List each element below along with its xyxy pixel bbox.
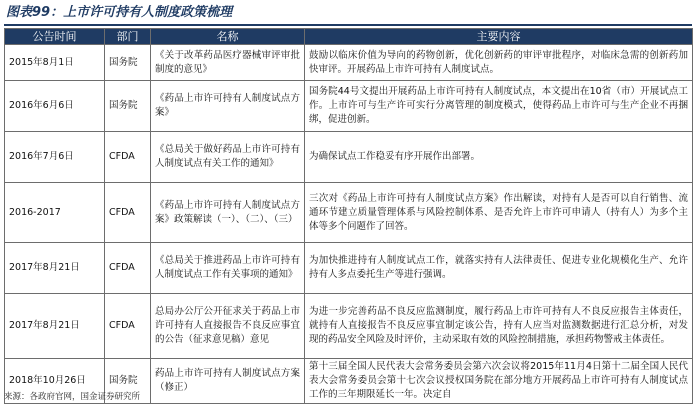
cell-content: 为进一步完善药品不良反应监测制度，履行药品上市许可持有人不良反应报告主体责任，就持有人直接报告不良反应事宜制定该公告，持有人应当对监测数据进行汇总分析，对发现的药品安全风险及时评价，主动采取有效的风险控制措施，承担药物警戒主体责任。 [305,294,693,359]
table-row [5,294,693,359]
column-header-name: 名称 [151,29,305,45]
table-row [5,45,693,81]
column-header-date: 公告时间 [5,29,105,45]
cell-department: 国务院 [105,81,151,132]
table-row [5,132,693,183]
table-row [5,243,693,294]
cell-date: 2016年7月6日 [5,132,105,183]
cell-date: 2017年8月21日 [5,243,105,294]
cell-content: 三次对《药品上市许可持有人制度试点方案》作出解读，对持有人是否可以自行销售、流通环节建立质量管理体系与风险控制体系、是否允许上市许可申请人（持有人）为多个主体等多个问题作了回答。 [305,183,693,243]
cell-date: 2015年8月1日 [5,45,105,81]
cell-content: 国务院44号文提出开展药品上市许可持有人制度试点，本文提出在10省（市）开展试点工作。上市许可与生产许可实行分离管理的制度模式，使得药品上市许可与生产企业不再捆绑，促进创新。 [305,81,693,132]
cell-date: 2016-2017 [5,183,105,243]
cell-name: 总局办公厅公开征求关于药品上市许可持有人直接报告不良反应事宜的公告（征求意见稿）意见 [151,294,305,359]
cell-department: CFDA [105,183,151,243]
source-note: 来源：各政府官网，国金证券研究所 [4,392,141,402]
cell-department: CFDA [105,294,151,359]
cell-name: 《药品上市许可持有人制度试点方案》 [151,81,305,132]
cell-date: 2016年6月6日 [5,81,105,132]
cell-content: 鼓励以临床价值为导向的药物创新，优化创新药的审评审批程序，对临床急需的创新药加快审评。开展药品上市许可持有人制度试点。 [305,45,693,81]
header-row [5,29,693,45]
cell-name: 《关于改革药品医疗器械审评审批制度的意见》 [151,45,305,81]
column-header-content: 主要内容 [305,29,693,45]
cell-content: 为确保试点工作稳妥有序开展作出部署。 [305,132,693,183]
policy-table [4,28,693,404]
cell-name: 《药品上市许可持有人制度试点方案》政策解读（一）、（二）、（三） [151,183,305,243]
table-row [5,81,693,132]
table-row [5,183,693,243]
cell-name: 《总局关于做好药品上市许可持有人制度试点有关工作的通知》 [151,132,305,183]
cell-date: 2018年10月26日 [5,359,105,404]
cell-name: 《总局关于推进药品上市许可持有人制度试点工作有关事项的通知》 [151,243,305,294]
cell-department: 国务院 [105,45,151,81]
page-title: 图表99：上市许可持有人制度政策梳理 [6,5,233,20]
cell-department: 国务院 [105,359,151,404]
cell-content: 第十三届全国人民代表大会常务委员会第六次会议将2015年11月4日第十二届全国人民代表大会常务委员会第十七次会议授权国务院在部分地方开展药品上市许可持有人制度试点工作的三年期限延长一年。决定自 [305,359,693,404]
cell-date: 2017年8月21日 [5,294,105,359]
cell-content: 为加快推进持有人制度试点工作，就落实持有人法律责任、促进专业化规模化生产、允许持有人多点委托生产等进行强调。 [305,243,693,294]
cell-name: 药品上市许可持有人制度试点方案（修正） [151,359,305,404]
column-header-department: 部门 [105,29,151,45]
title-divider [4,24,692,26]
cell-department: CFDA [105,132,151,183]
cell-department: CFDA [105,243,151,294]
